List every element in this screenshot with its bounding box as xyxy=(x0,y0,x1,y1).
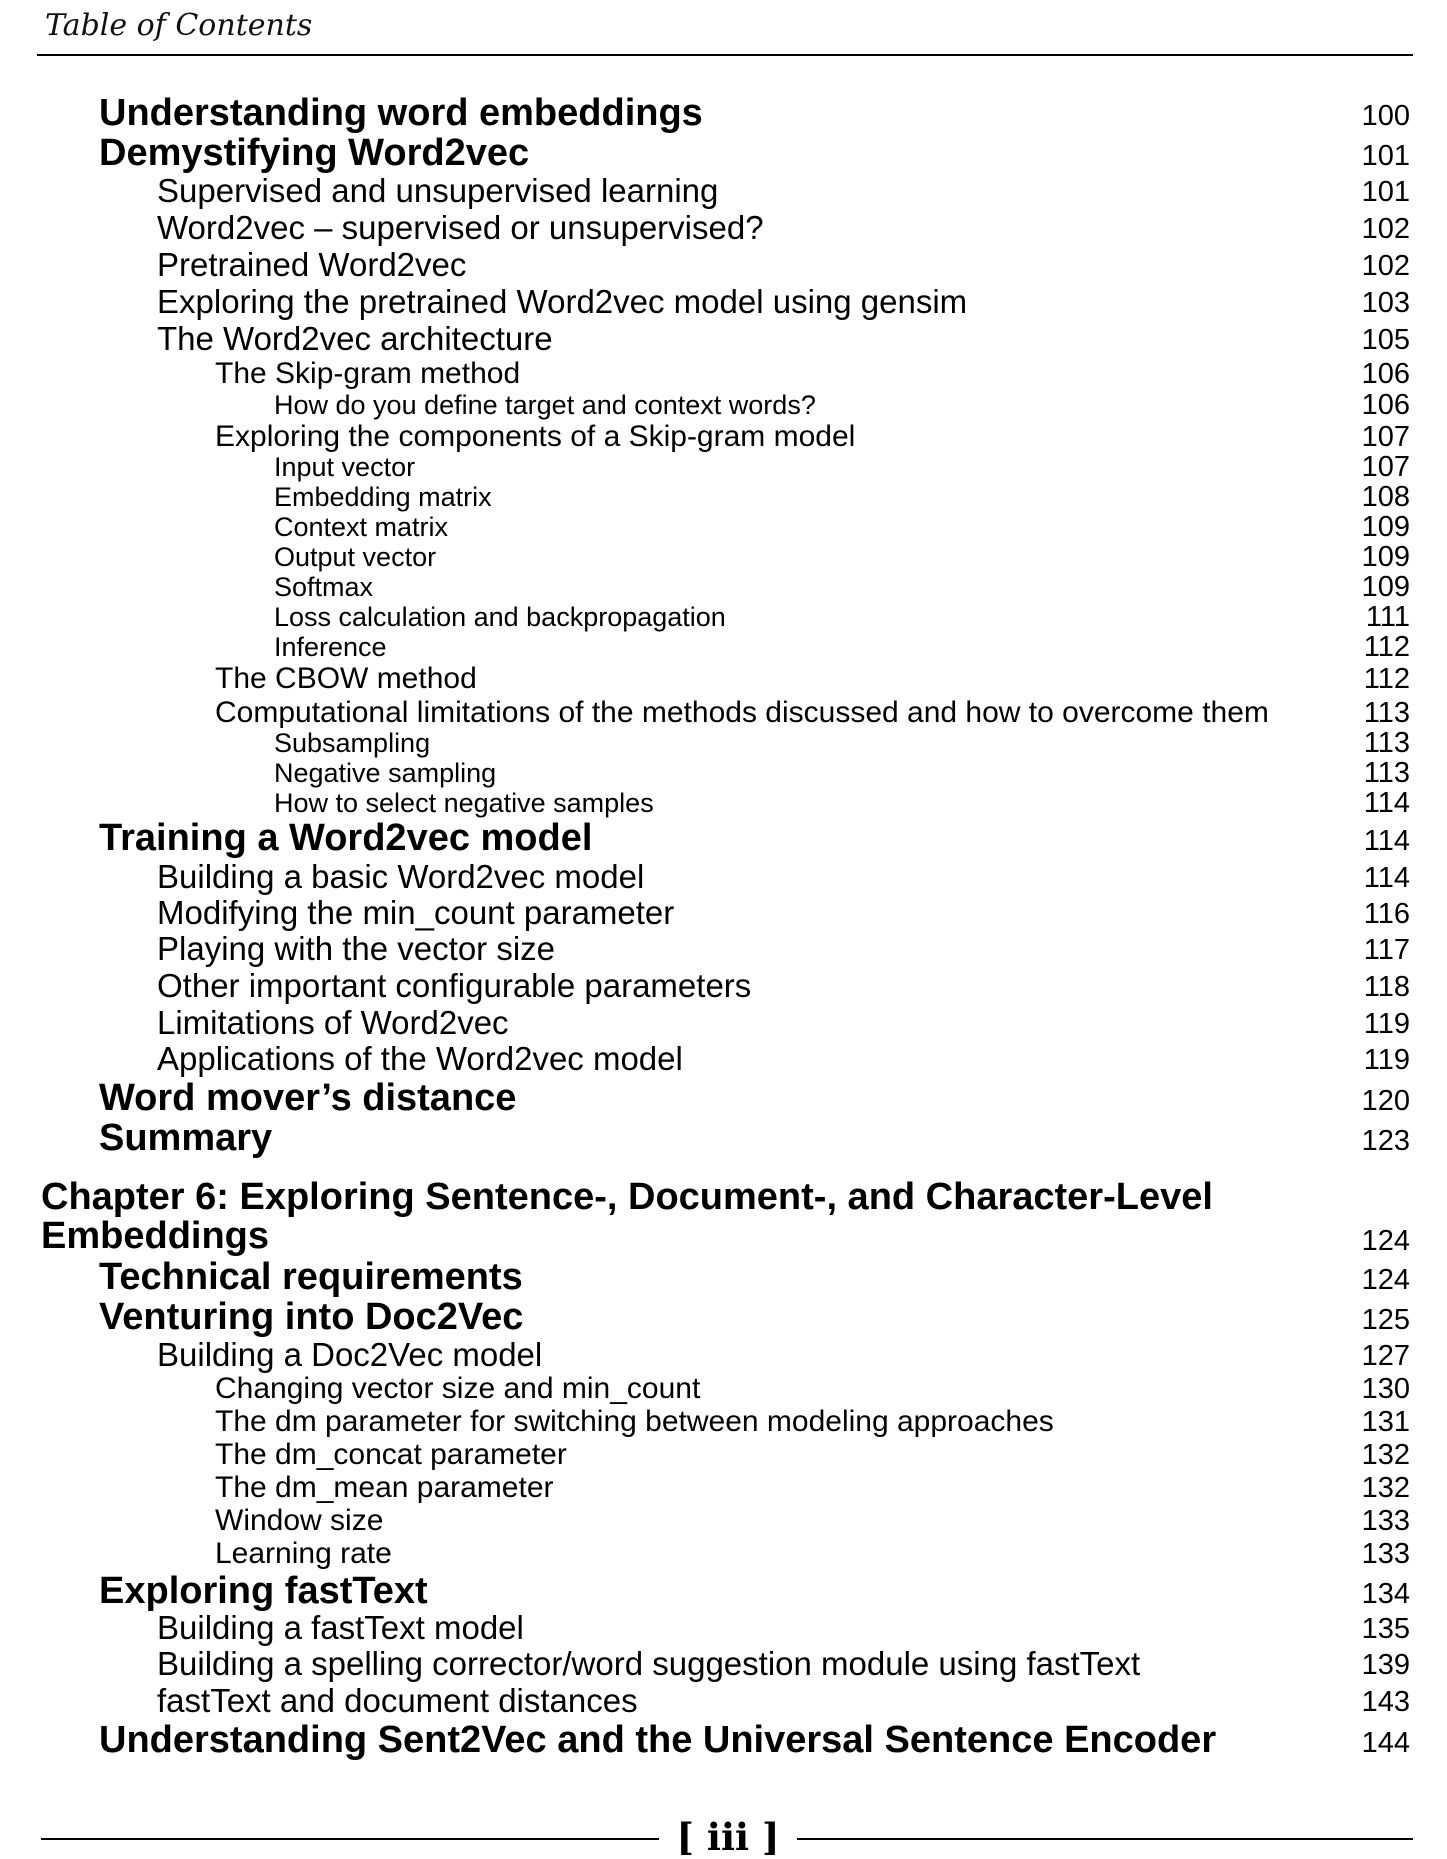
toc-entry-title: Venturing into Doc2Vec xyxy=(99,1296,524,1338)
toc-entry-page: 105 xyxy=(1361,324,1410,356)
toc-entry-title: The dm_mean parameter xyxy=(215,1471,554,1504)
toc-entry-page: 134 xyxy=(1361,1578,1410,1610)
toc-entry-title: Exploring fastText xyxy=(99,1570,428,1612)
toc-entry-page: 107 xyxy=(1361,421,1410,453)
toc-entry-title: How do you define target and context words? xyxy=(274,390,816,420)
toc-entry-title: Output vector xyxy=(274,542,437,572)
toc-entry-title: Playing with the vector size xyxy=(157,930,556,967)
toc-entry-page: 125 xyxy=(1361,1304,1410,1336)
toc-entry-title: Inference xyxy=(274,632,387,662)
toc-entry-title: Subsampling xyxy=(274,728,431,758)
toc-entry-page: 101 xyxy=(1361,176,1410,208)
toc-entry-page: 127 xyxy=(1361,1340,1410,1372)
toc-entry-page: 102 xyxy=(1361,213,1410,245)
toc-entry-title: Summary xyxy=(99,1117,273,1159)
toc-entry-page: 108 xyxy=(1361,481,1410,513)
toc-entry-page: 107 xyxy=(1361,451,1410,483)
toc-entry-page: 113 xyxy=(1363,727,1410,759)
running-header: Table of Contents xyxy=(45,8,313,43)
toc-entry-title: Window size xyxy=(215,1504,384,1537)
footer-divider-left xyxy=(41,1838,659,1840)
toc-entry-title: Building a Doc2Vec model xyxy=(157,1336,543,1373)
toc-entry-page: 135 xyxy=(1361,1613,1410,1645)
toc-entry-title: The Word2vec architecture xyxy=(157,320,553,357)
toc-entry-page: 114 xyxy=(1363,825,1410,857)
toc-entry-page: 112 xyxy=(1363,663,1410,695)
toc-entry-title: Word2vec – supervised or unsupervised? xyxy=(157,209,764,246)
toc-entry-title: Building a basic Word2vec model xyxy=(157,858,645,895)
toc-entry-page: 144 xyxy=(1361,1727,1410,1759)
toc-entry-page: 109 xyxy=(1361,511,1410,543)
toc-entry-page: 106 xyxy=(1361,389,1410,421)
toc-entry-page: 132 xyxy=(1361,1439,1410,1471)
toc-entry-page: 139 xyxy=(1361,1649,1410,1681)
toc-entry-page: 130 xyxy=(1361,1373,1410,1405)
toc-entry-page: 116 xyxy=(1363,898,1410,930)
footer-divider-right xyxy=(797,1838,1413,1840)
toc-entry-title: The dm parameter for switching between modeling approaches xyxy=(215,1405,1054,1438)
toc-entry-page: 117 xyxy=(1363,934,1410,966)
toc-entry-page: 114 xyxy=(1363,787,1410,819)
toc-entry-title: Demystifying Word2vec xyxy=(99,132,530,174)
toc-entry-title: Negative sampling xyxy=(274,758,497,788)
toc-entry-title: Changing vector size and min_count xyxy=(215,1372,701,1405)
toc-entry-title: Word mover’s distance xyxy=(99,1077,517,1119)
toc-entry-title: fastText and document distances xyxy=(157,1682,638,1719)
toc-entry-page: 131 xyxy=(1361,1406,1410,1438)
toc-entry-page: 118 xyxy=(1363,971,1410,1003)
toc-chapter-title-line1: Chapter 6: Exploring Sentence-, Document-, and Character-Level xyxy=(41,1176,1213,1218)
toc-entry-title: Applications of the Word2vec model xyxy=(157,1040,683,1077)
toc-entry-title: Limitations of Word2vec xyxy=(157,1004,509,1041)
toc-entry-page: 113 xyxy=(1363,697,1410,729)
toc-entry-title: Building a fastText model xyxy=(157,1609,524,1646)
toc-entry-title: The dm_concat parameter xyxy=(215,1438,567,1471)
toc-entry-title: Pretrained Word2vec xyxy=(157,246,467,283)
toc-entry-page: 124 xyxy=(1361,1225,1410,1257)
toc-entry-page: 109 xyxy=(1361,541,1410,573)
toc-entry-page: 103 xyxy=(1361,287,1410,319)
toc-entry-page: 133 xyxy=(1361,1538,1410,1570)
toc-entry-title: Exploring the components of a Skip-gram model xyxy=(215,420,856,453)
header-divider xyxy=(37,54,1413,56)
toc-entry-title: Understanding word embeddings xyxy=(99,92,703,134)
toc-entry-title: Context matrix xyxy=(274,512,449,542)
toc-entry-page: 123 xyxy=(1361,1125,1410,1157)
toc-entry-title: Technical requirements xyxy=(99,1256,523,1298)
toc-entry-title: Understanding Sent2Vec and the Universal Sentence Encoder xyxy=(99,1719,1217,1761)
toc-entry-title: Learning rate xyxy=(215,1537,392,1570)
toc-entry-page: 106 xyxy=(1361,358,1410,390)
toc-entry-title: The Skip-gram method xyxy=(215,357,521,390)
toc-entry-page: 113 xyxy=(1363,757,1410,789)
toc-entry-title: Modifying the min_count parameter xyxy=(157,894,675,931)
toc-entry-page: 101 xyxy=(1361,140,1410,172)
toc-entry-page: 124 xyxy=(1361,1264,1410,1296)
toc-entry-page: 102 xyxy=(1361,250,1410,282)
toc-entry-title: Building a spelling corrector/word suggestion module using fastText xyxy=(157,1645,1141,1682)
toc-entry-page: 111 xyxy=(1365,601,1410,633)
toc-entry-page: 114 xyxy=(1363,862,1410,894)
toc-entry-title: How to select negative samples xyxy=(274,788,654,818)
toc-entry-page: 109 xyxy=(1361,571,1410,603)
toc-entry-page: 112 xyxy=(1363,631,1410,663)
toc-entry-page: 119 xyxy=(1363,1044,1410,1076)
toc-entry-title: Input vector xyxy=(274,452,416,482)
toc-entry-page: 119 xyxy=(1363,1008,1410,1040)
toc-entry-page: 132 xyxy=(1361,1472,1410,1504)
toc-entry-page: 100 xyxy=(1361,100,1410,132)
toc-entry-page: 133 xyxy=(1361,1505,1410,1537)
toc-entry-title: Supervised and unsupervised learning xyxy=(157,172,719,209)
toc-entry-title: Embedding matrix xyxy=(274,482,492,512)
toc-entry-page: 120 xyxy=(1361,1085,1410,1117)
toc-entry-title: Other important configurable parameters xyxy=(157,967,752,1004)
toc-entry-title: Loss calculation and backpropagation xyxy=(274,602,726,632)
toc-entry-title: The CBOW method xyxy=(215,662,477,695)
toc-entry-page: 143 xyxy=(1361,1686,1410,1718)
toc-entry-title: Exploring the pretrained Word2vec model using gensim xyxy=(157,283,968,320)
toc-entry-title: Training a Word2vec model xyxy=(99,817,593,859)
toc-entry-title: Softmax xyxy=(274,572,374,602)
toc-entry-title: Computational limitations of the methods discussed and how to overcome them xyxy=(215,696,1269,729)
toc-chapter-title-line2: Embeddings xyxy=(41,1215,270,1257)
page-number: [ iii ] xyxy=(676,1815,780,1859)
